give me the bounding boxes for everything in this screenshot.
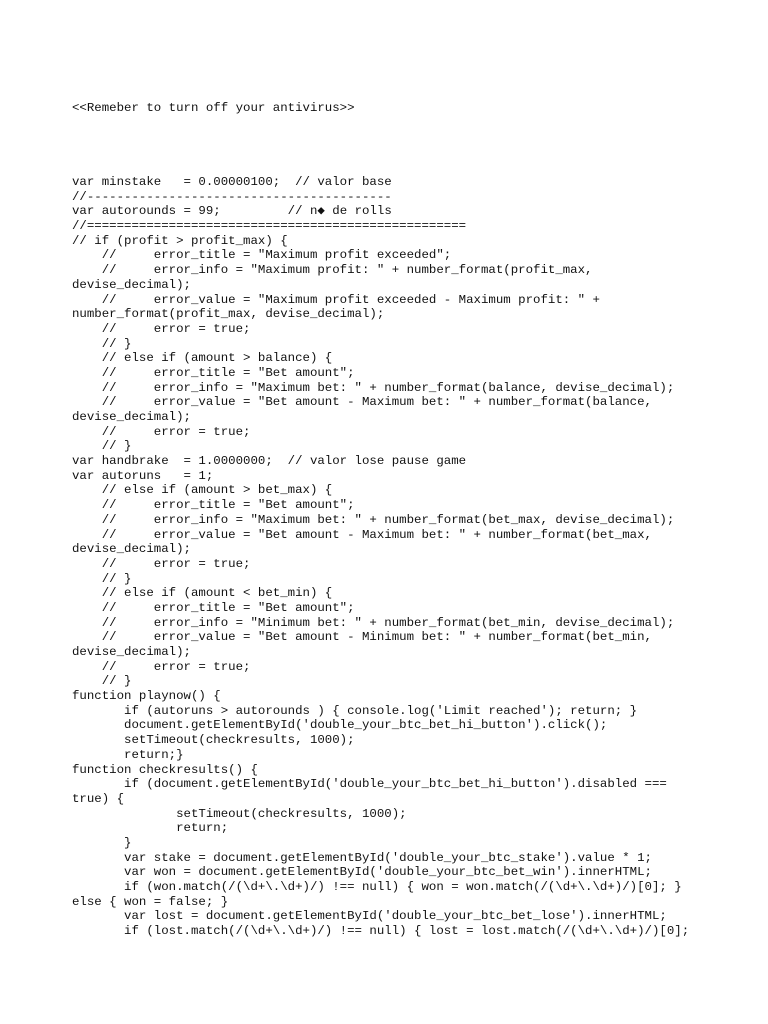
code-line: if (autoruns > autorounds ) { console.log('Limit reached'); return; } (72, 703, 638, 718)
code-line: // error_info = "Maximum profit: " + number_format(profit_max, (72, 263, 593, 278)
code-line: var autoruns = 1; (72, 468, 214, 483)
code-line: devise_decimal); (72, 542, 191, 557)
code-line: // } (72, 674, 132, 689)
code-line: // error_title = "Maximum profit exceeded"; (72, 248, 452, 263)
code-line: return;} (72, 747, 184, 762)
code-line: if (won.match(/(\d+\.\d+)/) !== null) { won = won.match(/(\d+\.\d+)/)[0]; } (72, 880, 682, 894)
code-line: return; (72, 821, 229, 836)
code-line: // error_value = "Maximum profit exceeded - Maximum profit: " + (72, 292, 600, 307)
code-line: // error_value = "Bet amount - Minimum bet: " + number_format(bet_min, (72, 630, 652, 645)
code-line: devise_decimal); (72, 645, 191, 659)
code-line: function checkresults() { (72, 762, 258, 777)
code-line: // else if (amount < bet_min) { (72, 586, 333, 601)
code-line: // error_info = "Minimum bet: " + number_format(bet_min, devise_decimal); (72, 615, 675, 630)
code-line: var autorounds = 99; // n◆ de rolls (72, 204, 392, 219)
code-line: // error_value = "Bet amount - Maximum bet: " + number_format(balance, (72, 395, 652, 410)
code-line: var lost = document.getElementById('double_your_btc_bet_lose').innerHTML; (72, 909, 667, 924)
code-line: var minstake = 0.00000100; // valor base (72, 175, 392, 189)
code-line: var stake = document.getElementById('double_your_btc_stake').value * 1; (72, 850, 652, 865)
code-line: if (document.getElementById('double_your_btc_bet_hi_button').disabled === (72, 777, 667, 792)
code-line: // error_title = "Bet amount"; (72, 365, 355, 380)
code-line: // error = true; (72, 321, 251, 336)
code-block (72, 175, 689, 939)
code-line: var won = document.getElementById('double_your_btc_bet_win').innerHTML; (72, 865, 652, 880)
code-line: number_format(profit_max, devise_decimal); (72, 307, 385, 322)
code-line: } (72, 835, 132, 850)
code-line: // error_title = "Bet amount"; (72, 600, 355, 615)
antivirus-note: <<Remeber to turn off your antivirus>> (72, 101, 355, 115)
code-line: // error = true; (72, 556, 251, 571)
code-line: devise_decimal); (72, 410, 191, 424)
code-line: // if (profit > profit_max) { (72, 233, 288, 248)
code-line: var handbrake = 1.0000000; // valor lose pause game (72, 454, 467, 469)
code-line: //----------------------------------------- (72, 189, 392, 204)
code-line: setTimeout(checkresults, 1000); (72, 733, 355, 748)
code-line: //=================================================== (72, 219, 467, 234)
code-line: // error = true; (72, 424, 251, 439)
code-line: // error_title = "Bet amount"; (72, 498, 355, 513)
code-line: // else if (amount > balance) { (72, 351, 333, 366)
code-line: setTimeout(checkresults, 1000); (72, 806, 407, 821)
code-line: // } (72, 571, 132, 586)
code-line: // error = true; (72, 659, 251, 674)
code-line: // else if (amount > bet_max) { (72, 483, 333, 498)
code-line: if (lost.match(/(\d+\.\d+)/) !== null) { lost = lost.match(/(\d+\.\d+)/)[0]; (72, 924, 690, 939)
code-line: // error_info = "Maximum bet: " + number_format(bet_max, devise_decimal); (72, 512, 675, 527)
code-line: else { won = false; } (72, 894, 229, 909)
code-line: devise_decimal); (72, 277, 191, 292)
code-line: // error_info = "Maximum bet: " + number_format(balance, devise_decimal); (72, 380, 675, 395)
code-line: document.getElementById('double_your_btc_bet_hi_button').click(); (72, 718, 608, 733)
code-line: // } (72, 336, 132, 351)
code-line: // } (72, 439, 132, 454)
code-line: true) { (72, 791, 125, 806)
code-line: // error_value = "Bet amount - Maximum bet: " + number_format(bet_max, (72, 527, 652, 542)
code-line: function playnow() { (72, 689, 221, 704)
